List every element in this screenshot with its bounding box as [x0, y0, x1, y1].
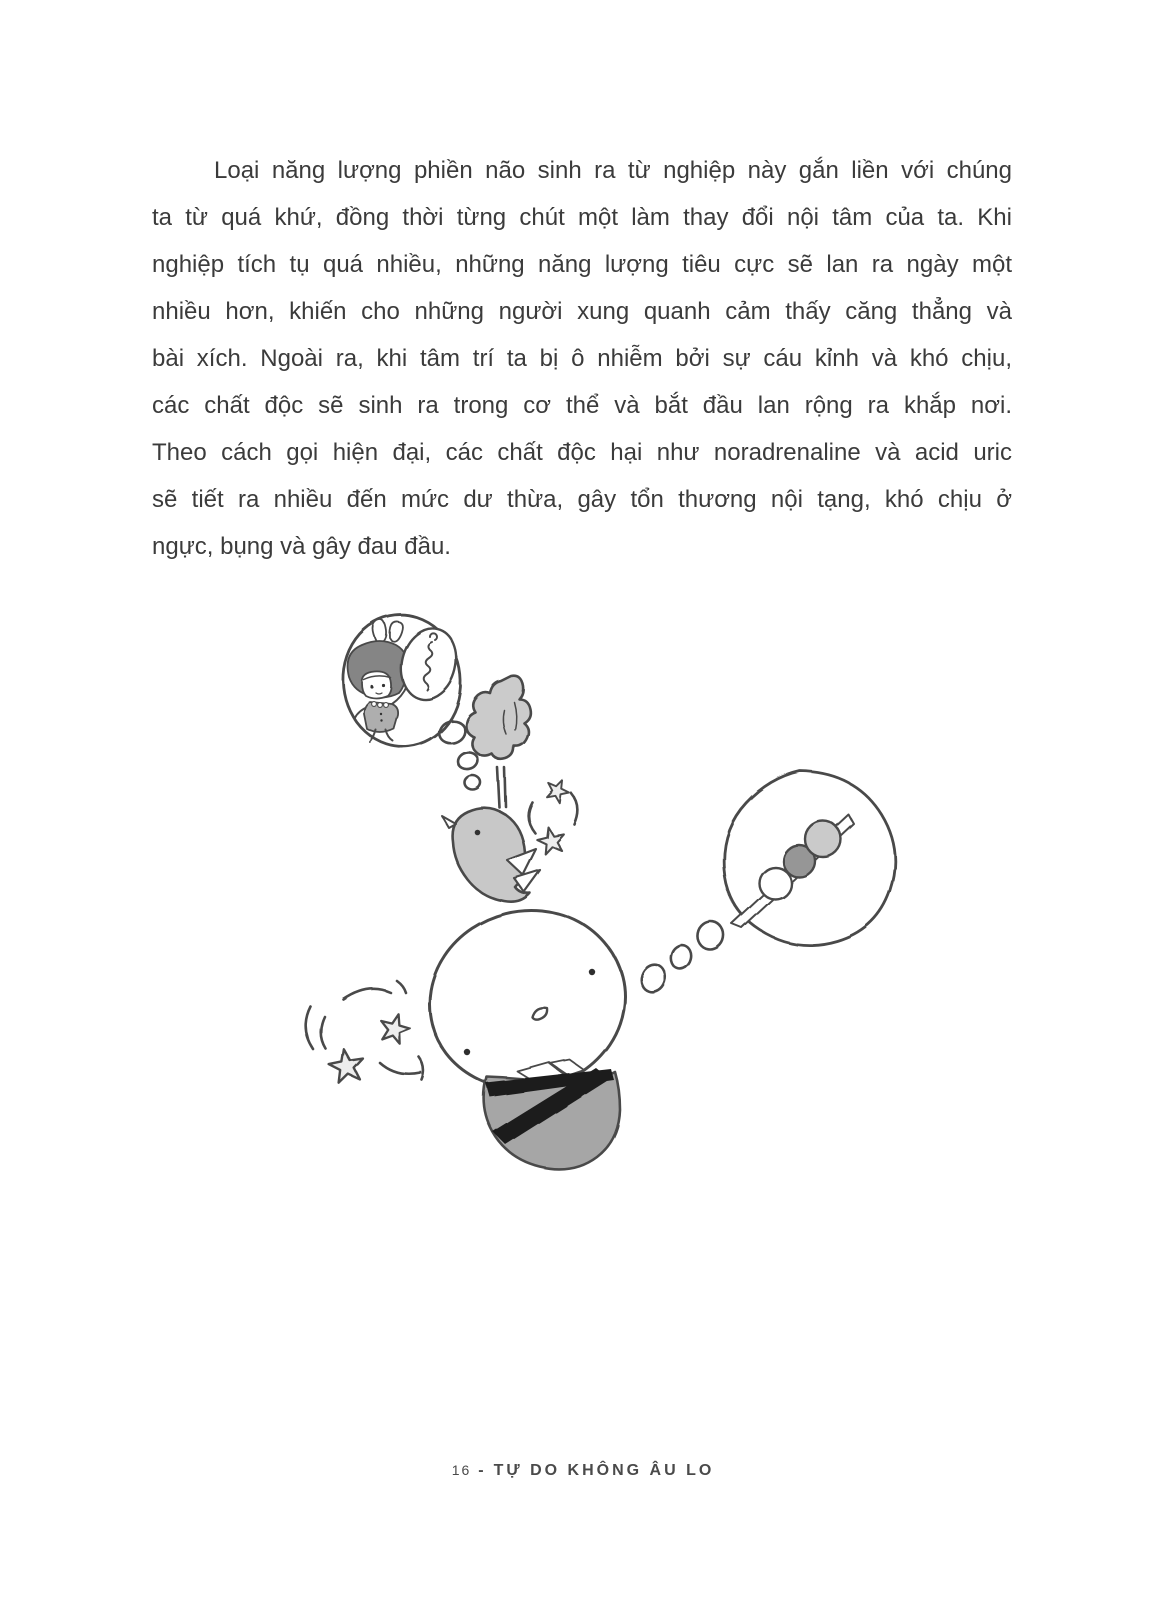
page-number: 16: [451, 1462, 472, 1478]
bird-eye: [475, 830, 481, 836]
paragraph-line: sẽ tiết ra nhiều đến mức dư thừa, gây tổn thương nội tạng, khó chịu ở: [152, 486, 1012, 513]
fluffy-grass: [466, 676, 531, 808]
paragraph-line: các chất độc sẽ sinh ra trong cơ thể và bắt đầu lan rộng ra khắp nơi.: [152, 392, 1012, 419]
paragraph-line: Theo cách gọi hiện đại, các chất độc hại như noradrenaline và acid uric: [152, 439, 1012, 466]
monk-eye: [464, 1049, 470, 1055]
paragraph-line: Loại năng lượng phiền não sinh ra từ nghiệp này gắn liền với chúng: [214, 157, 1012, 184]
bird-beak: [442, 816, 456, 828]
paragraph-line: ta từ quá khứ, đồng thời từng chút một làm thay đổi nội tâm của ta. Khi: [152, 204, 1012, 231]
body-paragraph: [152, 147, 1012, 570]
footer-separator: -: [478, 1462, 487, 1479]
sparkle-stars-right: [528, 775, 577, 855]
book-title: TỰ DO KHÔNG ÂU LO: [493, 1462, 715, 1479]
thought-trail-right: [637, 920, 726, 995]
girl-ears: [373, 620, 403, 642]
bird: [442, 808, 540, 902]
illustration: [280, 580, 980, 1200]
dango-ball: [805, 821, 841, 857]
thought-bubble-girl: [336, 609, 467, 753]
speech-balloon: [394, 623, 464, 706]
monk-eye: [589, 969, 595, 975]
sparkle-stars-left: [306, 980, 424, 1084]
paragraph-line: nghiệp tích tụ quá nhiều, những năng lượng tiêu cực sẽ lan ra ngày một: [152, 251, 1012, 278]
paragraph-line: ngực, bụng và gây đau đầu.: [152, 533, 451, 560]
paragraph-line: nhiều hơn, khiến cho những người xung quanh cảm thấy căng thẳng và: [152, 298, 1012, 325]
paragraph-line: bài xích. Ngoài ra, khi tâm trí ta bị ô nhiễm bởi sự cáu kỉnh và khó chịu,: [152, 345, 1012, 372]
page-footer: [0, 1462, 1166, 1480]
thought-bubble-dango: [724, 771, 895, 945]
